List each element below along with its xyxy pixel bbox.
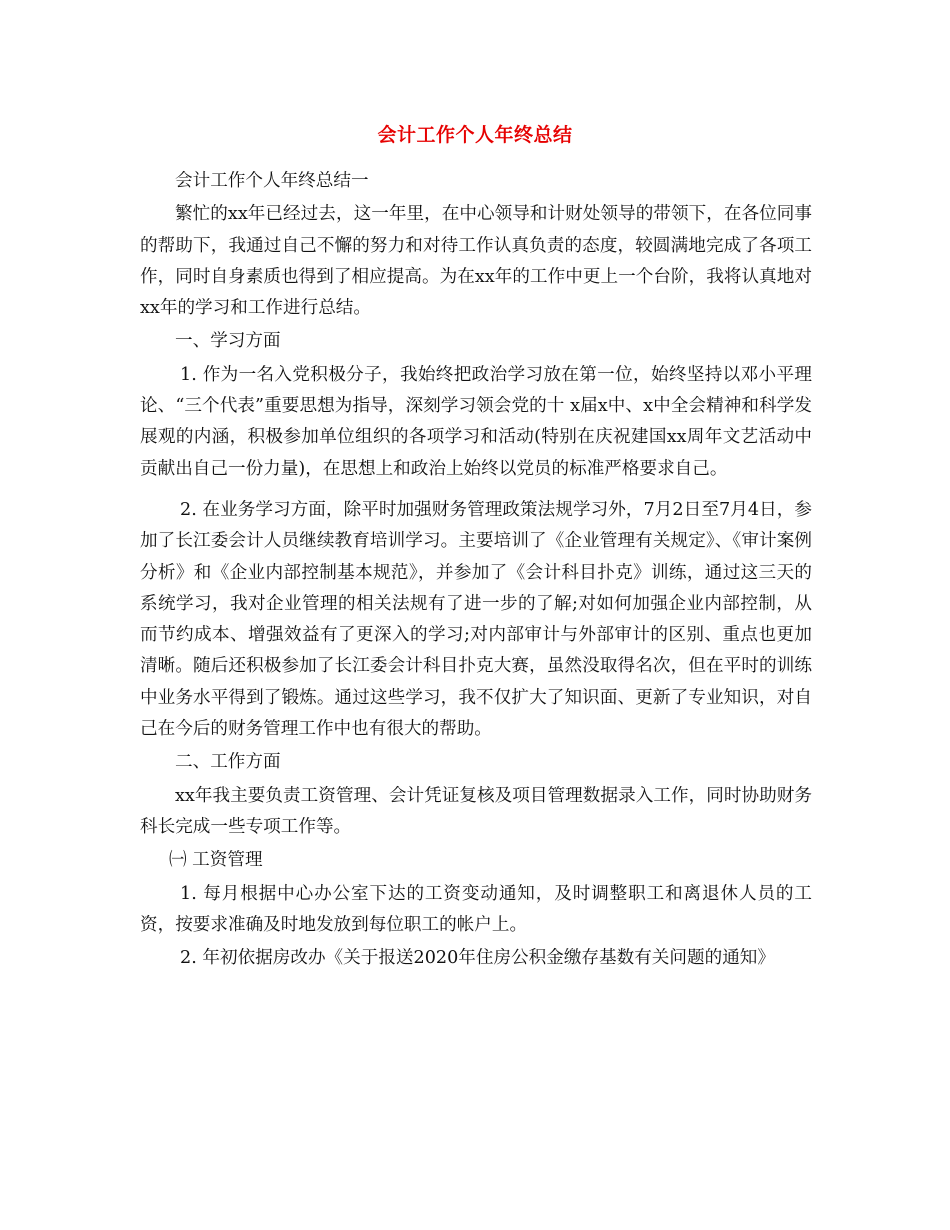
body-paragraph: 繁忙的xx年已经过去，这一年里，在中心领导和计财处领导的带领下，在各位同事的帮助下，我通过自己不懈的努力和对待工作认真负责的态度，较圆满地完成了各项工作，同时自身素质也得到了相应提高。为在xx年的工作中更上一个台阶，我将认真地对xx年的学习和工作进行总结。 <box>140 204 812 319</box>
document-title: 会计工作个人年终总结 <box>377 124 573 146</box>
section-heading: 二、工作方面 <box>175 752 281 773</box>
section-heading: 会计工作个人年终总结一 <box>175 171 369 191</box>
body-paragraph: 1. 作为一名入党积极分子，我始终把政治学习放在第一位，始终坚持以邓小平理论、“三个代表”重要思想为指导，深刻学习领会党的十 x届x中、x中全会精神和科学发展观的内涵，积极参加单位组织的各项学习和活动(特别在庆祝建国xx周年文艺活动中贡献出自己一份力量)，在思想上和政治上始终以党员的标准严格要求自己。 <box>140 364 812 479</box>
section-heading: 一、学习方面 <box>175 331 281 352</box>
document-body <box>140 166 812 974</box>
body-paragraph: 2. 在业务学习方面，除平时加强财务管理政策法规学习外，7月2日至7月4日，参加了长江委会计人员继续教育培训学习。主要培训了《企业管理有关规定》、《审计案例分析》和《企业内部控制基本规范》，并参加了《会计科目扑克》训练，通过这三天的系统学习，我对企业管理的相关法规有了进一步的了解;对如何加强企业内部控制，从而节约成本、增强效益有了更深入的学习;对内部审计与外部审计的区别、重点也更加清晰。随后还积极参加了长江委会计科目扑克大赛，虽然没取得名次，但在平时的训练中业务水平得到了锻炼。通过这些学习，我不仅扩大了知识面、更新了专业知识，对自己在今后的财务管理工作中也有很大的帮助。 <box>140 499 812 740</box>
body-paragraph: xx年我主要负责工资管理、会计凭证复核及项目管理数据录入工作，同时协助财务科长完成一些专项工作等。 <box>140 785 812 837</box>
body-paragraph: 2. 年初依据房改办《关于报送2020年住房公积金缴存基数有关问题的通知》 <box>180 948 775 969</box>
subsection-heading: ㈠ 工资管理 <box>169 850 263 871</box>
body-paragraph: 1. 每月根据中心办公室下达的工资变动通知，及时调整职工和离退休人员的工资，按要求准确及时地发放到每位职工的帐户上。 <box>140 883 812 935</box>
